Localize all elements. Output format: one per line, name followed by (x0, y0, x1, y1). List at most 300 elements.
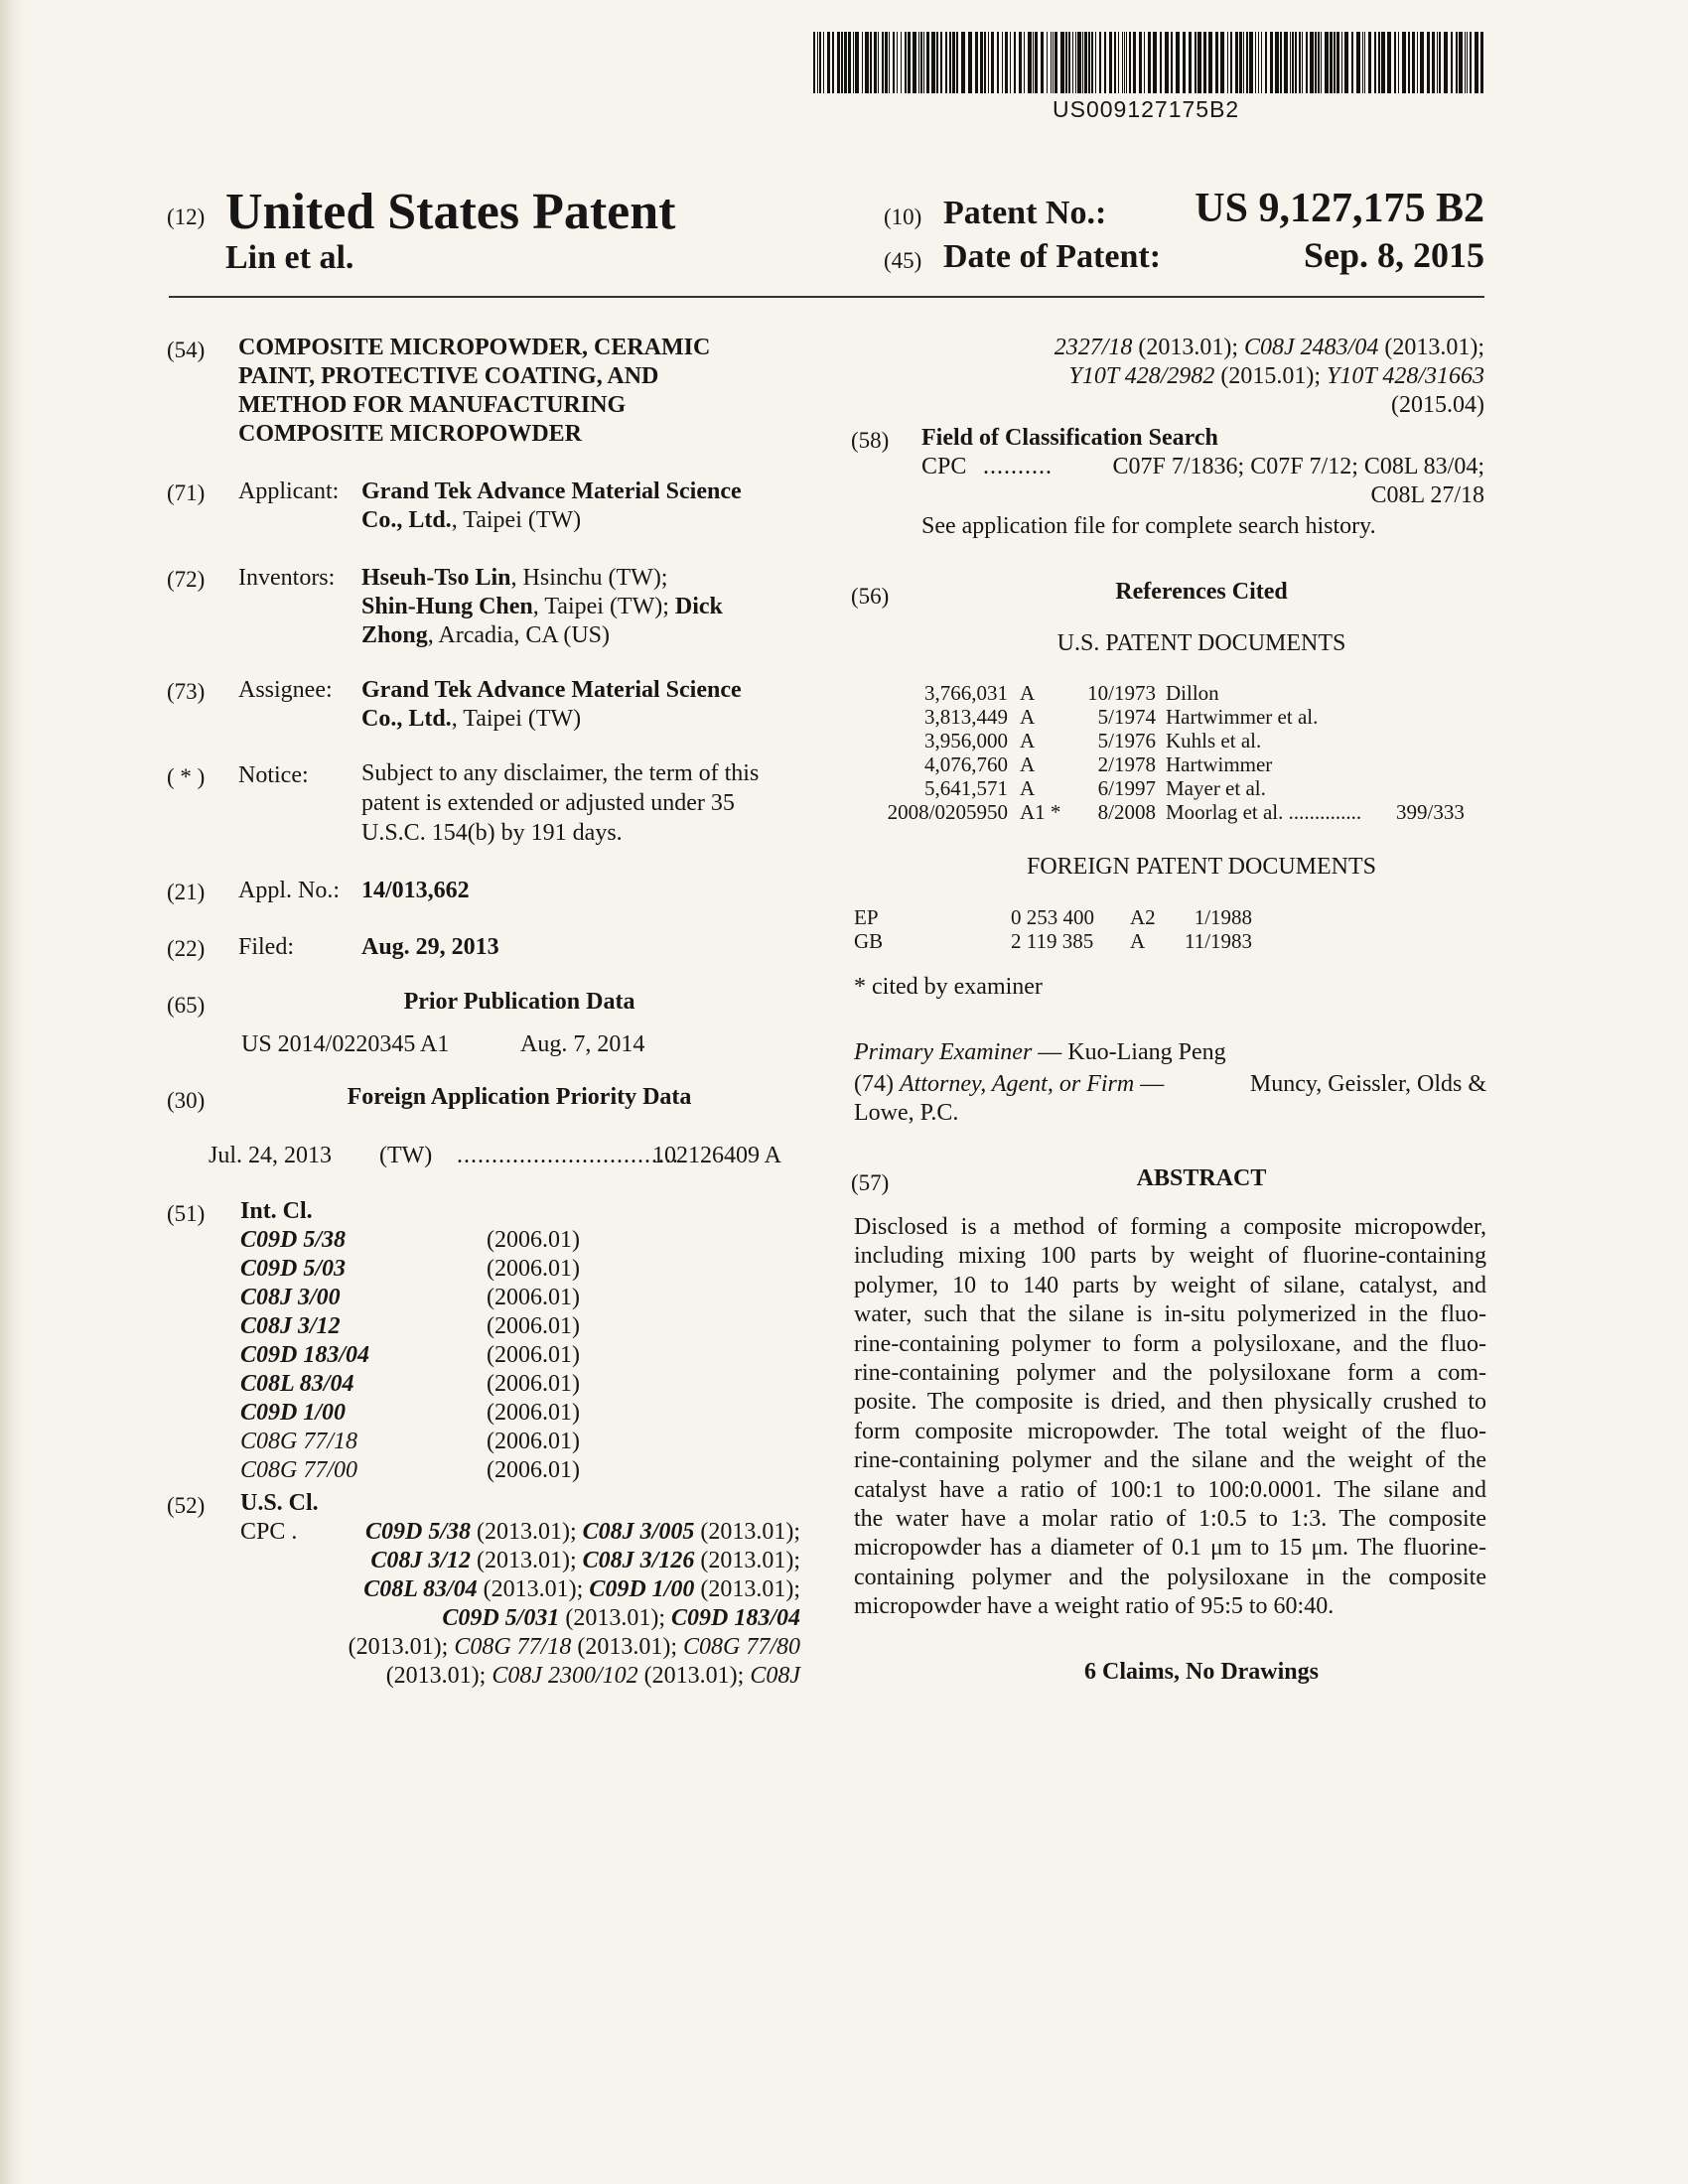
appl-no-label: Appl. No.: (238, 878, 340, 903)
classification-version: (2013.01); (637, 1663, 751, 1689)
abstract-line: posite. The composite is dried, and then physically crushed to (854, 1389, 1486, 1416)
barcode-bar (1412, 32, 1415, 93)
classification-code: C08J 2300/102 (492, 1663, 638, 1689)
barcode-bar (1356, 32, 1360, 93)
abstract-line: containing polymer and the polysiloxane in the composite (854, 1564, 1486, 1590)
int-cl-class: C08J 3/12 (240, 1313, 341, 1339)
int-cl-class: C08L 83/04 (240, 1371, 354, 1397)
barcode-bar (1258, 32, 1259, 93)
foreign-kind: A2 (1130, 905, 1156, 929)
barcode-bar (1203, 32, 1206, 93)
barcode-bar (1334, 32, 1336, 93)
barcode-bar (1444, 32, 1448, 93)
invention-title (238, 334, 710, 449)
barcode-bar (1139, 32, 1142, 93)
barcode-bar (1215, 32, 1218, 93)
notice-label: Notice: (238, 762, 309, 788)
barcode-bar (1475, 32, 1478, 93)
reference-row (862, 681, 1465, 705)
abstract-line: rine-containing polymer and the polysiloxane form a com- (854, 1360, 1486, 1387)
barcode-bar (1104, 32, 1106, 93)
ref-name: Hartwimmer et al. (1166, 705, 1319, 729)
barcode-bar (952, 32, 955, 93)
inventor-short: Lin et al. (225, 239, 354, 276)
barcode-bar (855, 32, 859, 93)
int-cl-version: (2006.01) (487, 1285, 580, 1310)
barcode-bar (1302, 32, 1303, 93)
barcode-bar (1336, 32, 1339, 93)
notice-line: patent is extended or adjusted under 35 (361, 790, 735, 816)
barcode-bar (844, 32, 847, 93)
barcode-bar (1465, 32, 1466, 93)
barcode-bar (1099, 32, 1101, 93)
scan-edge-shadow (0, 0, 24, 2184)
code-52: (52) (167, 1493, 206, 1518)
int-cl-row (240, 1226, 580, 1255)
int-cl-class: C09D 5/03 (240, 1256, 347, 1282)
us-cl-line (298, 1662, 800, 1691)
int-cl-class: C09D 1/00 (240, 1400, 347, 1426)
classification-code: Y10T 428/2982 (1068, 363, 1215, 389)
classification-version: (2013.01); (385, 1663, 492, 1689)
inventor-name: Dick (674, 594, 723, 619)
barcode-bar (1176, 32, 1180, 93)
ref-kind: A (1020, 681, 1036, 705)
abstract-line: including mixing 100 parts by weight of fluorine-containing (854, 1243, 1486, 1270)
foreign-reference-row (854, 905, 1252, 929)
int-cl-class: C09D 5/38 (240, 1227, 347, 1253)
barcode-bar (1239, 32, 1242, 93)
appl-no-value: 14/013,662 (361, 878, 470, 903)
attorney-label: Attorney, Agent, or Firm (899, 1071, 1135, 1097)
assignee-location: , Taipei (TW) (451, 706, 582, 732)
us-patent-docs-heading: U.S. PATENT DOCUMENTS (1056, 630, 1346, 656)
barcode-bar (949, 32, 951, 93)
claims-summary: 6 Claims, No Drawings (1083, 1659, 1319, 1685)
barcode-bar (1467, 32, 1468, 93)
abstract-line: Disclosed is a method of forming a composite micropowder, (854, 1214, 1486, 1240)
ref-number: 3,766,031 (924, 681, 1008, 705)
barcode-bar (1005, 32, 1008, 93)
barcode-bar (1197, 32, 1201, 93)
inventors-label: Inventors: (238, 565, 336, 591)
us-cl-line (298, 1547, 800, 1575)
barcode-bar (1075, 32, 1076, 93)
int-cl-row (240, 1370, 580, 1399)
ref-class (1396, 681, 1465, 705)
filed-value: Aug. 29, 2013 (361, 934, 499, 960)
inventor-location: , Arcadia, CA (US) (427, 622, 611, 648)
barcode-bar (1420, 32, 1424, 93)
int-cl-class: C08G 77/00 (240, 1457, 358, 1483)
classification-code: C08G 77/80 (682, 1634, 800, 1660)
foreign-country: EP (854, 905, 879, 929)
barcode-bar (940, 32, 942, 93)
ref-kind: A (1020, 705, 1036, 729)
reference-row (862, 729, 1465, 752)
notice-code: ( * ) (167, 764, 206, 789)
classification-code: C08J 3/126 (582, 1548, 695, 1573)
title-line: METHOD FOR MANUFACTURING (238, 392, 627, 418)
barcode-bar (865, 32, 869, 93)
inventor-name: Shin-Hung Chen (361, 594, 533, 619)
barcode-bar (893, 32, 895, 93)
barcode-bar (1235, 32, 1238, 93)
barcode-bar (1124, 32, 1125, 93)
inventor-location: , Hsinchu (TW); (510, 565, 668, 591)
int-cl-row (240, 1284, 580, 1312)
prior-pub-date: Aug. 7, 2014 (520, 1031, 645, 1057)
classification-code: C09D 1/00 (589, 1576, 695, 1602)
barcode-bar (1129, 32, 1131, 93)
ref-class: 399/333 (1396, 800, 1465, 824)
classification-code: 2327/18 (1054, 335, 1133, 360)
ref-kind: A (1020, 776, 1036, 800)
inventor-name: Hseuh-Tso Lin (361, 565, 511, 591)
ref-number: 3,813,449 (924, 705, 1008, 729)
barcode-bar (1381, 32, 1385, 93)
priority-dots: ................................ (457, 1143, 679, 1168)
filed-label: Filed: (238, 934, 295, 960)
attorney-name-2: Lowe, P.C. (854, 1100, 959, 1126)
barcode-bar (1183, 32, 1186, 93)
barcode-bar (1394, 32, 1396, 93)
classification-code: C08L 83/04 (363, 1576, 478, 1602)
barcode-bar (1035, 32, 1038, 93)
ref-name: Dillon (1166, 681, 1219, 705)
barcode-bar (1351, 32, 1353, 93)
abstract-heading: ABSTRACT (1136, 1165, 1267, 1191)
barcode-bar (997, 32, 999, 93)
int-cl-table (240, 1226, 580, 1485)
barcode-bar (1091, 32, 1093, 93)
barcode-bar (1189, 32, 1192, 93)
field-search-cpc-2: C08L 27/18 (1370, 482, 1484, 508)
ref-date: 8/2008 (1097, 800, 1156, 824)
barcode-bar (827, 32, 830, 93)
barcode-bar (1019, 32, 1022, 93)
ref-number: 4,076,760 (924, 752, 1008, 776)
foreign-reference-row (854, 929, 1252, 953)
barcode-bar (1439, 32, 1441, 93)
examiner-dash: — (1032, 1039, 1068, 1065)
ref-name: Hartwimmer (1166, 752, 1273, 776)
barcode-bar (1153, 32, 1157, 93)
us-cl-cpc-label: CPC . (240, 1519, 298, 1545)
barcode-bar (1065, 32, 1067, 93)
attorney-name: Muncy, Geissler, Olds & (1249, 1071, 1486, 1097)
barcode-bar (956, 32, 958, 93)
barcode-bar (882, 32, 884, 93)
barcode-bar (1459, 32, 1463, 93)
classification-code: C08J 2483/04 (1244, 335, 1379, 360)
abstract-body (854, 1213, 1486, 1622)
barcode-bar (841, 32, 843, 93)
applicant-value (361, 478, 742, 535)
barcode-bar (1243, 32, 1244, 93)
int-cl-row (240, 1255, 580, 1284)
barcode-bar (1133, 32, 1136, 93)
reference-row (862, 752, 1465, 776)
barcode-bar (1060, 32, 1064, 93)
int-cl-version: (2006.01) (487, 1313, 580, 1339)
barcode-bar (968, 32, 972, 93)
barcode-bar (918, 32, 919, 93)
applicant-label: Applicant: (238, 478, 340, 504)
reference-row (862, 776, 1465, 800)
foreign-number: 2 119 385 (1011, 929, 1094, 953)
classification-version: (2013.01); (571, 1634, 683, 1660)
cpc-continued-line (852, 391, 1484, 420)
barcode-bar (1362, 32, 1363, 93)
us-cl-heading: U.S. Cl. (240, 1490, 319, 1516)
barcode (811, 32, 1483, 93)
barcode-bar (1208, 32, 1212, 93)
ref-name: Kuhls et al. (1166, 729, 1262, 752)
barcode-bar (1230, 32, 1232, 93)
barcode-bar (1255, 32, 1256, 93)
barcode-bar (1387, 32, 1391, 93)
barcode-bar (889, 32, 890, 93)
int-cl-version: (2006.01) (487, 1429, 580, 1454)
barcode-bar (1432, 32, 1435, 93)
classification-code: C09D 5/38 (364, 1519, 471, 1545)
us-cl-line (298, 1604, 800, 1633)
barcode-bar (1451, 32, 1453, 93)
barcode-bar (1144, 32, 1145, 93)
abstract-line: water, such that the silane is in-situ polymerized in the fluo- (854, 1301, 1486, 1328)
int-cl-version: (2006.01) (487, 1371, 580, 1397)
title-line: PAINT, PROTECTIVE COATING, AND (238, 363, 659, 389)
int-cl-version: (2006.01) (487, 1457, 580, 1483)
barcode-bar (945, 32, 947, 93)
barcode-bar (1195, 32, 1196, 93)
barcode-bar (926, 32, 929, 93)
ref-name: Moorlag et al. .............. (1166, 800, 1362, 824)
ref-class (1396, 705, 1465, 729)
ref-number: 2008/0205950 (887, 800, 1008, 824)
barcode-bar (1310, 32, 1314, 93)
classification-version: (2013.01); (1378, 335, 1484, 360)
classification-version: (2013.01); (477, 1576, 590, 1602)
barcode-bar (984, 32, 986, 93)
barcode-bar (1456, 32, 1458, 93)
classification-code: C09D 183/04 (670, 1605, 800, 1631)
inventor-name: Zhong (361, 622, 428, 648)
barcode-bar (1160, 32, 1162, 93)
code-54: (54) (167, 338, 206, 362)
barcode-bar (1398, 32, 1399, 93)
date-label: Date of Patent: (943, 238, 1162, 275)
foreign-date: 1/1988 (1194, 905, 1253, 929)
barcode-bar (1374, 32, 1376, 93)
barcode-bar (897, 32, 898, 93)
barcode-bar (1068, 32, 1070, 93)
int-cl-heading: Int. Cl. (240, 1198, 313, 1224)
barcode-bar (1084, 32, 1087, 93)
barcode-bar (1318, 32, 1320, 93)
title-line: COMPOSITE MICROPOWDER (238, 421, 583, 447)
barcode-bar (1321, 32, 1322, 93)
barcode-bar (1165, 32, 1169, 93)
notice-line: U.S.C. 154(b) by 191 days. (361, 820, 623, 846)
barcode-bar (1261, 32, 1262, 93)
int-cl-class: C08J 3/00 (240, 1285, 341, 1310)
code-45: (45) (884, 248, 922, 273)
barcode-bar (823, 32, 824, 93)
notice-text (361, 758, 759, 848)
barcode-bar (901, 32, 902, 93)
foreign-references-table (854, 905, 1252, 953)
barcode-bar (1122, 32, 1123, 93)
barcode-bar (1315, 32, 1317, 93)
barcode-bar (874, 32, 877, 93)
assignee-value (361, 676, 742, 734)
barcode-bar (848, 32, 851, 93)
barcode-bar (1270, 32, 1273, 93)
classification-version: (2013.01); (1132, 335, 1245, 360)
barcode-bar (1299, 32, 1301, 93)
barcode-bar (1275, 32, 1279, 93)
ref-kind: A1 * (1020, 800, 1061, 824)
code-12: (12) (167, 205, 206, 229)
barcode-bar (885, 32, 888, 93)
abstract-line: the water have a molar ratio of 1:0.5 to 1:3. The composite (854, 1506, 1486, 1533)
abstract-line: catalyst have a ratio of 100:1 to 100:0.0001. The silane and (854, 1476, 1486, 1503)
int-cl-version: (2006.01) (487, 1227, 580, 1253)
barcode-bar (913, 32, 916, 93)
ref-date: 10/1973 (1087, 681, 1156, 705)
barcode-bar (1364, 32, 1365, 93)
code-30: (30) (167, 1088, 206, 1113)
foreign-priority-heading: Foreign Application Priority Data (347, 1084, 692, 1110)
barcode-bar (1330, 32, 1333, 93)
barcode-bar (980, 32, 983, 93)
barcode-bar (1148, 32, 1151, 93)
inventor-location: , Taipei (TW); (532, 594, 675, 619)
barcode-bar (1306, 32, 1308, 93)
barcode-bar (1028, 32, 1032, 93)
primary-examiner (854, 1038, 1226, 1067)
classification-version: (2013.01); (471, 1519, 583, 1545)
barcode-bar (1055, 32, 1057, 93)
int-cl-row (240, 1456, 580, 1485)
barcode-bar (1427, 32, 1430, 93)
foreign-number: 0 253 400 (1011, 905, 1094, 929)
code-65: (65) (167, 993, 206, 1018)
barcode-bar (1402, 32, 1406, 93)
references-heading: References Cited (1115, 579, 1288, 605)
field-search-heading: Field of Classification Search (921, 425, 1218, 451)
patent-date: Sep. 8, 2015 (1303, 235, 1484, 275)
int-cl-class: C09D 183/04 (240, 1342, 370, 1368)
barcode-bar (988, 32, 989, 93)
barcode-bar (1295, 32, 1297, 93)
assignee-label: Assignee: (238, 677, 333, 703)
barcode-bar (1368, 32, 1371, 93)
barcode-bars (811, 32, 1483, 93)
code-51: (51) (167, 1201, 206, 1226)
barcode-bar (1072, 32, 1073, 93)
classification-version: (2013.01); (348, 1634, 455, 1660)
examiner-label: Primary Examiner (854, 1039, 1033, 1065)
barcode-bar (1227, 32, 1228, 93)
classification-version: (2015.04) (1391, 392, 1484, 418)
int-cl-version: (2006.01) (487, 1256, 580, 1282)
int-cl-row (240, 1428, 580, 1456)
us-cl-line (298, 1518, 800, 1547)
classification-code: C09D 5/031 (442, 1605, 560, 1631)
examiner-name: Kuo-Liang Peng (1067, 1039, 1226, 1065)
code-73: (73) (167, 679, 206, 704)
barcode-bar (1082, 32, 1083, 93)
priority-date: Jul. 24, 2013 (209, 1143, 333, 1168)
barcode-bar (1014, 32, 1016, 93)
code-74: (74) (854, 1071, 900, 1097)
barcode-bar (1470, 32, 1472, 93)
assignee-name: Grand Tek Advance Material Science (361, 677, 742, 703)
foreign-kind: A (1130, 929, 1146, 953)
ref-name: Mayer et al. (1166, 776, 1266, 800)
ref-number: 3,956,000 (924, 729, 1008, 752)
abstract-line: micropowder has a diameter of 0.1 μm to 15 μm. The fluorine- (854, 1535, 1486, 1562)
barcode-bar (1344, 32, 1348, 93)
classification-code: Y10T 428/31663 (1327, 363, 1484, 389)
barcode-bar (936, 32, 938, 93)
ref-class (1396, 729, 1465, 752)
barcode-bar (1053, 32, 1054, 93)
classification-version: (2013.01); (559, 1605, 671, 1631)
ref-date: 6/1997 (1097, 776, 1156, 800)
cpc-continued-line (852, 334, 1484, 362)
barcode-bar (1024, 32, 1025, 93)
classification-version: (2013.01); (471, 1548, 583, 1573)
barcode-bar (1126, 32, 1127, 93)
code-58: (58) (851, 428, 890, 453)
code-71: (71) (167, 480, 206, 505)
barcode-bar (991, 32, 994, 93)
applicant-name-2: Co., Ltd. (361, 507, 452, 533)
barcode-bar (905, 32, 907, 93)
applicant-location: , Taipei (TW) (451, 507, 582, 533)
ref-date: 2/1978 (1097, 752, 1156, 776)
classification-version: (2015.01); (1214, 363, 1328, 389)
barcode-bar (1408, 32, 1410, 93)
classification-code: C08J (750, 1663, 800, 1689)
prior-pub-number: US 2014/0220345 A1 (241, 1031, 450, 1057)
barcode-bar (923, 32, 924, 93)
classification-version: (2013.01); (694, 1576, 800, 1602)
barcode-bar (1220, 32, 1224, 93)
barcode-bar (1114, 32, 1116, 93)
barcode-bar (931, 32, 935, 93)
ref-date: 5/1976 (1097, 729, 1156, 752)
classification-version: (2013.01); (694, 1519, 800, 1545)
barcode-bar (832, 32, 834, 93)
barcode-bar (1292, 32, 1294, 93)
int-cl-version: (2006.01) (487, 1400, 580, 1426)
barcode-bar (1341, 32, 1342, 93)
abstract-line: form composite micropowder. The total weight of the fluo- (854, 1418, 1486, 1444)
barcode-bar (920, 32, 922, 93)
ref-kind: A (1020, 752, 1036, 776)
code-57: (57) (851, 1170, 890, 1195)
barcode-bar (908, 32, 911, 93)
us-cl-line (298, 1633, 800, 1662)
foreign-date: 11/1983 (1185, 929, 1253, 953)
abstract-line: rine-containing polymer to form a polysiloxane, and the fluo- (854, 1330, 1486, 1357)
barcode-bar (1109, 32, 1112, 93)
